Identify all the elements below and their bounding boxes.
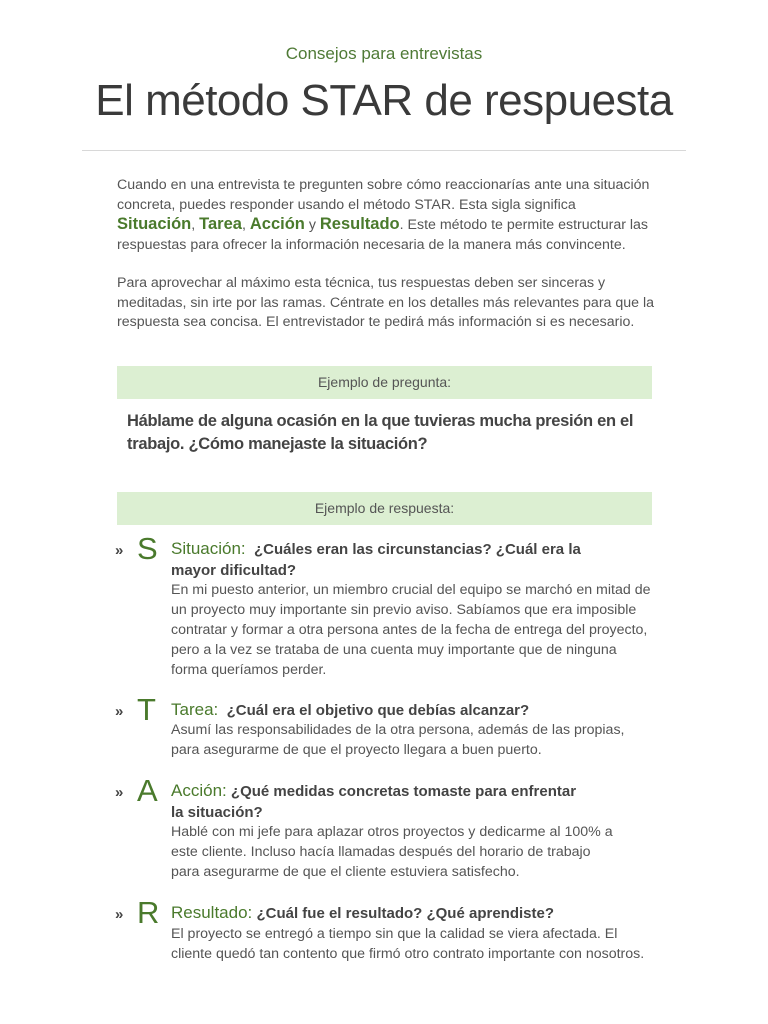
- intro-text-after: . Este método te permite estructurar las respuestas para ofrecer la información necesaria de la manera más convincente.: [117, 217, 649, 253]
- title-divider: [82, 150, 686, 151]
- star-question: ¿Cuál fue el resultado? ¿Qué aprendiste?: [256, 905, 554, 922]
- star-term: Acción:: [171, 781, 227, 800]
- star-heading: [171, 780, 581, 823]
- term-accion: Acción: [249, 215, 305, 233]
- page-kicker: Consejos para entrevistas: [285, 44, 483, 63]
- term-separator: ,: [191, 217, 200, 233]
- term-resultado: Resultado: [319, 215, 400, 233]
- star-answer: Asumí las responsabilidades de la otra persona, además de las propias, para asegurarme de que el proyecto llegara a buen puerto.: [171, 722, 625, 758]
- intro-paragraph-2: Para aprovechar al máximo esta técnica, tus respuestas deben ser sinceras y meditadas, sin irte por las ramas. Céntrate en los detalles más relevantes para que la respuesta sea concisa. El entrevistador te pedirá más información si es necesario.: [117, 275, 655, 330]
- term-separator: ,: [241, 217, 250, 233]
- star-letter-a: A: [137, 773, 158, 808]
- term-tarea: Tarea: [199, 215, 242, 233]
- star-term: Tarea:: [171, 700, 219, 719]
- star-term: Situación:: [171, 539, 246, 558]
- star-answer: El proyecto se entregó a tiempo sin que la calidad se viera afectada. El cliente quedó tan contento que firmó otro contrato importante con nosotros.: [171, 926, 645, 962]
- intro-text-before: Cuando en una entrevista te pregunten sobre cómo reaccionarías ante una situación concreta, puedes responder usando el método STAR. Esta sigla significa: [117, 177, 650, 213]
- star-letter-t: T: [137, 692, 156, 727]
- star-question: ¿Cuáles eran las circunstancias? ¿Cuál era la mayor dificultad?: [171, 541, 581, 579]
- star-heading: [171, 538, 611, 581]
- star-letter-r: R: [137, 895, 160, 930]
- answer-label-band: Ejemplo de respuesta:: [117, 492, 652, 525]
- star-answer: En mi puesto anterior, un miembro crucial del equipo se marchó en mitad de un proyecto muy importante sin previo aviso. Sabíamos que era imposible contratar y formar a otra persona antes de la fecha de entrega del proyecto, pero a la vez se trataba de una cuenta muy importante que de ninguna forma queríamos perder.: [171, 582, 651, 678]
- star-heading: [171, 699, 611, 721]
- bullet-marker: »: [115, 784, 124, 801]
- star-heading: [171, 902, 611, 924]
- term-situacion: Situación: [117, 215, 192, 233]
- bullet-marker: »: [115, 906, 124, 923]
- star-letter-s: S: [137, 531, 158, 566]
- page-title: El método STAR de respuesta: [95, 76, 673, 125]
- star-term: Resultado:: [171, 903, 253, 922]
- bullet-marker: »: [115, 542, 124, 559]
- question-label-band: Ejemplo de pregunta:: [117, 366, 652, 399]
- example-question: Háblame de alguna ocasión en la que tuvieras mucha presión en el trabajo. ¿Cómo manejaste la situación?: [127, 412, 634, 453]
- bullet-marker: »: [115, 703, 124, 720]
- intro-paragraph-1: [117, 176, 657, 255]
- term-separator: y: [304, 217, 320, 233]
- star-question: ¿Cuál era el objetivo que debías alcanzar?: [226, 702, 530, 719]
- star-question: ¿Qué medidas concretas tomaste para enfrentar la situación?: [171, 783, 577, 821]
- star-answer: Hablé con mi jefe para aplazar otros proyectos y dedicarme al 100% a este cliente. Incluso hacía llamadas después del horario de trabajo para asegurarme de que el cliente estuviera satisfecho.: [171, 824, 613, 880]
